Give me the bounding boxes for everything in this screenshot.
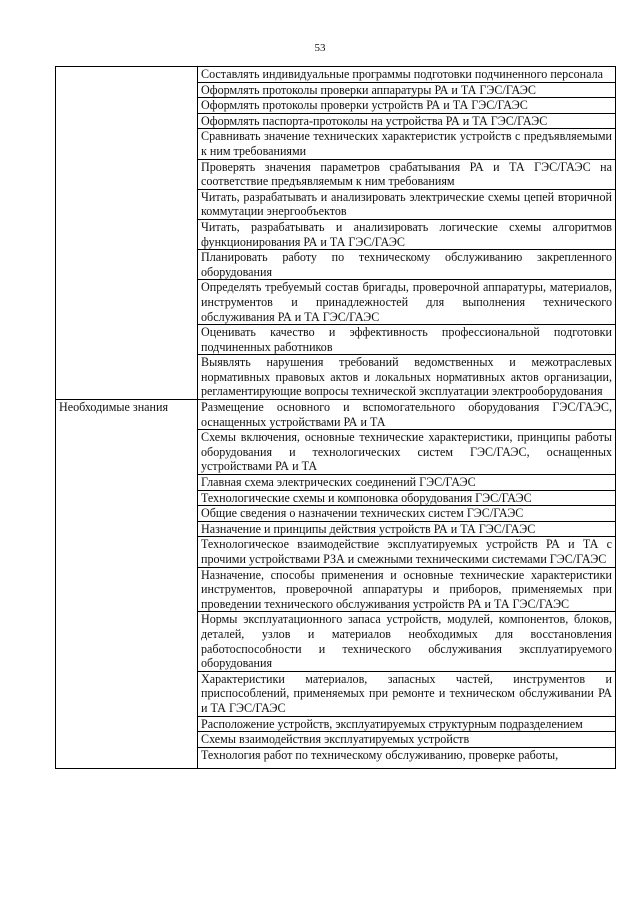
skill-item: Сравнивать значение технических характеристик устройств с предъявляемыми к ним требованиями — [198, 129, 616, 159]
knowledge-item: Размещение основного и вспомогательного оборудования ГЭС/ГАЭС, оснащенных устройствами РА и ТА — [198, 400, 616, 430]
knowledge-label-cell: Необходимые знания — [56, 400, 198, 769]
knowledge-item: Назначение, способы применения и основные технические характеристики инструментов, проверочной аппаратуры и приборов, применяемых при проведении технического обслуживания устройств РА и ТА ГЭС/ГАЭС — [198, 567, 616, 612]
knowledge-item: Технологические схемы и компоновка оборудования ГЭС/ГАЭС — [198, 490, 616, 506]
knowledge-item: Назначение и принципы действия устройств РА и ТА ГЭС/ГАЭС — [198, 521, 616, 537]
table-row — [56, 400, 616, 430]
skill-item: Оформлять паспорта-протоколы на устройства РА и ТА ГЭС/ГАЭС — [198, 113, 616, 129]
page-number: 53 — [314, 42, 326, 54]
skill-item: Определять требуемый состав бригады, проверочной аппаратуры, материалов, инструментов и принадлежностей для выполнения технического обслуживания РА и ТА ГЭС/ГАЭС — [198, 280, 616, 325]
knowledge-item: Нормы эксплуатационного запаса устройств, модулей, компонентов, блоков, деталей, узлов и материалов необходимых для восстановления работоспособности и технического обслуживания эксплуатируемого оборудования — [198, 612, 616, 671]
knowledge-item: Общие сведения о назначении технических систем ГЭС/ГАЭС — [198, 506, 616, 522]
knowledge-item: Технологическое взаимодействие эксплуатируемых устройств РА и ТА с прочими устройствами РЗА и смежными техническими системами ГЭС/ГАЭС — [198, 537, 616, 567]
knowledge-item: Главная схема электрических соединений ГЭС/ГАЭС — [198, 475, 616, 491]
skill-item: Оформлять протоколы проверки устройств РА и ТА ГЭС/ГАЭС — [198, 98, 616, 114]
knowledge-item: Схемы взаимодействия эксплуатируемых устройств — [198, 732, 616, 748]
skill-item: Планировать работу по техническому обслуживанию закрепленного оборудования — [198, 250, 616, 280]
skill-item: Оформлять протоколы проверки аппаратуры РА и ТА ГЭС/ГАЭС — [198, 82, 616, 98]
skill-item: Проверять значения параметров срабатывания РА и ТА ГЭС/ГАЭС на соответствие предъявляемым к ним требованиям — [198, 159, 616, 189]
skills-label-cell — [56, 67, 198, 400]
skill-item: Выявлять нарушения требований ведомственных и межотраслевых нормативных правовых актов и локальных нормативных актов организации, регламентирующие вопросы технической эксплуатации электрооборудования — [198, 355, 616, 400]
table-row — [56, 67, 616, 83]
skill-item: Читать, разрабатывать и анализировать электрические схемы цепей вторичной коммутации энергообъектов — [198, 189, 616, 219]
competency-table — [55, 66, 616, 769]
knowledge-item: Схемы включения, основные технические характеристики, принципы работы оборудования и технологических систем ГЭС/ГАЭС, оснащенных устройствами РА и ТА — [198, 430, 616, 475]
knowledge-item: Расположение устройств, эксплуатируемых структурным подразделением — [198, 716, 616, 732]
knowledge-item: Характеристики материалов, запасных частей, инструментов и приспособлений, применяемых при ремонте и техническом обслуживании РА и ТА ГЭС/ГАЭС — [198, 671, 616, 716]
skill-item: Оценивать качество и эффективность профессиональной подготовки подчиненных работников — [198, 325, 616, 355]
knowledge-item: Технология работ по техническому обслуживанию, проверке работы, — [198, 747, 616, 768]
skill-item: Читать, разрабатывать и анализировать логические схемы алгоритмов функционирования РА и ТА ГЭС/ГАЭС — [198, 219, 616, 249]
skill-item: Составлять индивидуальные программы подготовки подчиненного персонала — [198, 67, 616, 83]
